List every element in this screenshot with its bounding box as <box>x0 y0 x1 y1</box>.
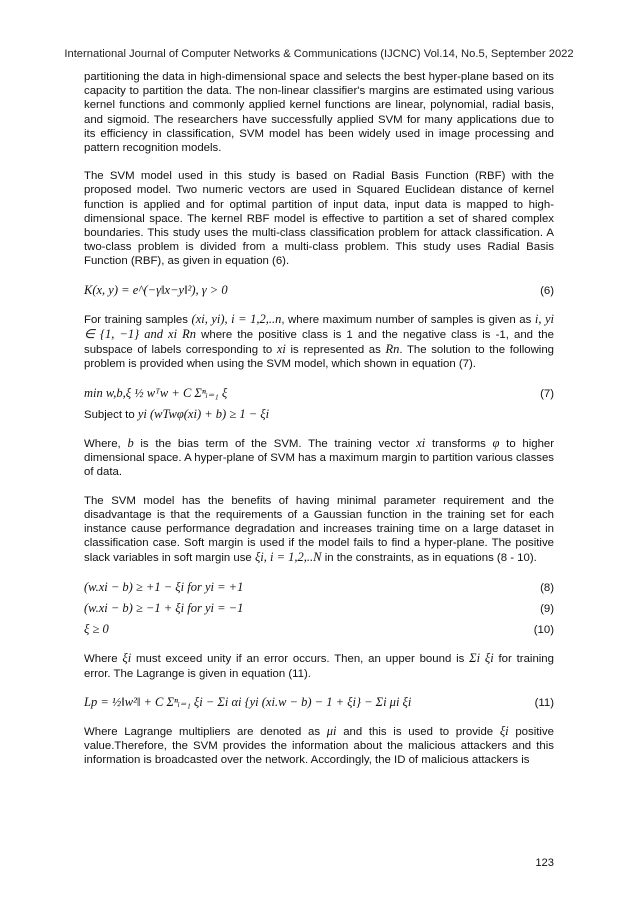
equation-7 <box>84 386 554 401</box>
paragraph-training-samples: For training samples (xi, yi), i = 1,2,..n, where maximum number of samples is given as i, yi ∈ {1, −1} and xi Rn where the positive class is 1 and the negative class is -1, and the subspace of labels corresponding to xi is represented as Rn. The solution to the following problem is provided when using the SVM model, which shown in equation (7). <box>84 311 555 371</box>
equation-9 <box>84 601 554 616</box>
paragraph-soft-margin: The SVM model has the benefits of having minimal parameter requirement and the disadvantage is that the requirements of a Gaussian function in the training set for each instance cause performance degradation and increases training time on a large dataset in classification case. Soft margin is used if the model fails to find a hyper-plane. The positive slack variables in soft margin use ξi, i = 1,2,..N in the constraints, as in equations (8 - 10). <box>84 494 554 565</box>
running-header: International Journal of Computer Networks & Communications (IJCNC) Vol.14, No.5, September 2022 <box>64 48 574 60</box>
equation-11 <box>84 695 554 710</box>
equation-8-number: (8) <box>540 581 554 594</box>
paragraph-lagrange-multipliers: Where Lagrange multipliers are denoted as μi and this is used to provide ξi positive value.Therefore, the SVM provides the information about the malicious attackers and this information is broadcasted over the network. Accordingly, the ID of malicious attackers is <box>84 723 554 767</box>
paragraph-upper-bound: Where ξi must exceed unity if an error occurs. Then, an upper bound is Σi ξi for training error. The Lagrange is given in equation (11). <box>84 651 554 680</box>
equation-11-number: (11) <box>534 696 554 709</box>
paragraph-rbf: The SVM model used in this study is based on Radial Basis Function (RBF) with the proposed model. Two numeric vectors are used in Squared Euclidean distance of kernel function is applied and for optimal partition of input data, input data is mapped to high-dimensional space. The kernel RBF model is effective to partition a set of shared complex boundaries. This study uses the multi-class classification problem for attack classification. A two-class problem is divided from a multi-class problem. This study uses Radial Basis Function (RBF), as given in equation (6). <box>84 170 554 268</box>
equation-7-number: (7) <box>540 387 554 400</box>
equation-7-expr: min w,b,ξ ½ wᵀw + C Σⁿᵢ₌₁ ξ <box>84 385 228 400</box>
equation-10-expr: ξ ≥ 0 <box>84 622 109 637</box>
equation-6-expr: K(x, y) = e^(−γ‖x−y‖²), γ > 0 <box>84 282 228 297</box>
paragraph-bias-term: Where, b is the bias term of the SVM. The training vector xi transforms φ to higher dimensional space. A hyper-plane of SVM has a maximum margin to partition various classes of data. <box>84 436 555 479</box>
equation-10 <box>84 622 554 637</box>
equation-8-expr: (w.xi − b) ≥ +1 − ξi for yi = +1 <box>84 579 244 594</box>
paragraph-subject-to: Subject to yi (wTwφ(xi) + b) ≥ 1 − ξi <box>84 406 270 421</box>
page-number: 123 <box>535 857 554 869</box>
equation-6-number: (6) <box>540 284 554 297</box>
equation-10-number: (10) <box>533 624 554 637</box>
body-text <box>84 70 554 782</box>
equation-8 <box>84 580 554 595</box>
equation-11-expr: Lp = ½‖w²‖ + C Σⁿᵢ₌₁ ξi − Σi αi {yi (xi.w − b) − 1 + ξi} − Σi μi ξi <box>84 694 412 709</box>
paragraph-svm-intro: partitioning the data in high-dimensional space and selects the best hyper-plane based on its capacity to partition the data. The non-linear classifier's margins are estimated using various kernel functions and commonly applied kernel functions are linear, polynomial, radial basis, and sigmoid. The researchers have successfully applied SVM for many applications due to its efficiency in classification, SVM model has been widely used in image processing and pattern recognition models. <box>84 71 554 155</box>
equation-6 <box>84 283 554 298</box>
equation-9-number: (9) <box>540 602 554 615</box>
equation-9-expr: (w.xi − b) ≥ −1 + ξi for yi = −1 <box>84 600 244 615</box>
